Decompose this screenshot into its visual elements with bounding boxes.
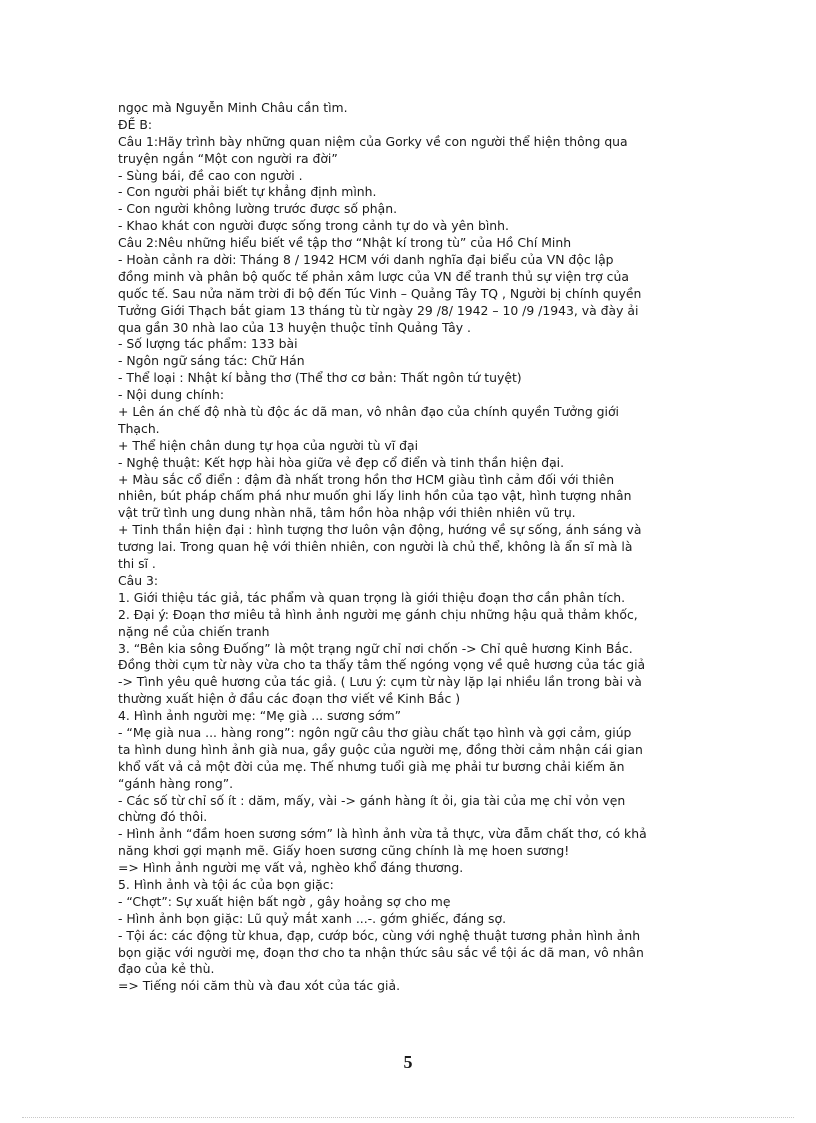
text-line: đồng minh và phân bộ quốc tế phản xâm lược của VN để tranh thủ sự viện trợ của xyxy=(118,268,629,284)
text-line: - Nghệ thuật: Kết hợp hài hòa giữa vẻ đẹp cổ điển và tinh thần hiện đại. xyxy=(118,454,565,470)
text-line: - Hoàn cảnh ra dời: Tháng 8 / 1942 HCM với danh nghĩa đại biểu của VN độc lập xyxy=(118,252,614,268)
text-line: - Số lượng tác phẩm: 133 bài xyxy=(118,336,298,352)
text-line: => Tiếng nói căm thù và đau xót của tác giả. xyxy=(118,978,401,994)
text-line: - Thể loại : Nhật kí bằng thơ (Thể thơ cơ bản: Thất ngôn tứ tuyệt) xyxy=(118,370,522,386)
text-line: 4. Hình ảnh người mẹ: “Mẹ già ... sương sớm” xyxy=(118,708,402,724)
text-line: chừng đó thôi. xyxy=(118,809,208,825)
text-line: vật trữ tình ung dung nhàn nhã, tâm hồn hòa nhập với thiên nhiên vũ trụ. xyxy=(118,505,576,521)
text-line: + Lên án chế độ nhà tù độc ác dã man, vô nhân đạo của chính quyền Tưởng giới xyxy=(118,404,619,420)
text-line: Câu 2:Nêu những hiểu biết về tập thơ “Nhật kí trong tù” của Hồ Chí Minh xyxy=(118,235,572,251)
text-line: - Nội dung chính: xyxy=(118,387,225,403)
text-line: - Các số từ chỉ số ít : dăm, mấy, vài -> gánh hàng ít ỏi, gia tài của mẹ chỉ vỏn vẹn xyxy=(118,792,626,808)
text-line: - Ngôn ngữ sáng tác: Chữ Hán xyxy=(118,353,305,369)
page-bottom-divider xyxy=(22,1117,794,1118)
text-line: Câu 1:Hãy trình bày những quan niệm của Gorky về con người thể hiện thông qua xyxy=(118,133,628,149)
text-line: 1. Giới thiệu tác giả, tác phẩm và quan trọng là giới thiệu đoạn thơ cần phân tích. xyxy=(118,589,626,605)
text-line: - Hình ảnh “đầm hoen sương sớm” là hình ảnh vừa tả thực, vừa đẫm chất thơ, có khả xyxy=(118,826,647,842)
text-line: - Tội ác: các động từ khua, đạp, cướp bóc, cùng với nghệ thuật tương phản hình ảnh xyxy=(118,927,641,943)
text-line: thường xuất hiện ở đầu các đoạn thơ viết về Kinh Bắc ) xyxy=(118,691,461,707)
text-line: ngọc mà Nguyễn Minh Châu cần tìm. xyxy=(118,100,348,115)
text-line: tương lai. Trong quan hệ với thiên nhiên, con người là chủ thể, không là ẩn sĩ mà là xyxy=(118,539,633,555)
text-line: + Thể hiện chân dung tự họa của người tù vĩ đại xyxy=(118,437,419,453)
text-line: - Sùng bái, đề cao con người . xyxy=(118,167,303,183)
text-line: => Hình ảnh người mẹ vất vả, nghèo khổ đáng thương. xyxy=(118,860,464,876)
text-line: - “Chợt”: Sự xuất hiện bất ngờ , gây hoảng sợ cho mẹ xyxy=(118,893,451,909)
text-line: - Con người không lường trước được số phận. xyxy=(118,201,398,217)
text-line: + Tinh thần hiện đại : hình tượng thơ luôn vận động, hướng về sự sống, ánh sáng và xyxy=(118,522,642,538)
text-line: Thạch. xyxy=(118,420,160,436)
text-line: 2. Đại ý: Đoạn thơ miêu tả hình ảnh người mẹ gánh chịu những hậu quả thảm khốc, xyxy=(118,606,638,622)
text-line: Tưởng Giới Thạch bắt giam 13 tháng tù từ ngày 29 /8/ 1942 – 10 /9 /1943, và đày ải xyxy=(118,302,639,318)
text-line: ta hình dung hình ảnh già nua, gầy guộc của người mẹ, đồng thời cảm nhận cái gian xyxy=(118,741,643,757)
text-line: - “Mẹ già nua ... hàng rong”: ngôn ngữ câu thơ giàu chất tạo hình và gợi cảm, giúp xyxy=(118,724,632,740)
text-line: 3. “Bên kia sông Đuống” là một trạng ngữ chỉ nơi chốn -> Chỉ quê hương Kinh Bắc. xyxy=(118,640,633,656)
text-line: - Khao khát con người được sống trong cảnh tự do và yên bình. xyxy=(118,218,509,234)
text-line: qua gần 30 nhà lao của 13 huyện thuộc tỉnh Quảng Tây . xyxy=(118,319,471,335)
text-line: truyện ngắn “Một con người ra đời” xyxy=(118,150,338,166)
text-line: “gánh hàng rong”. xyxy=(118,775,234,791)
text-line: Đồng thời cụm từ này vừa cho ta thấy tâm thế ngóng vọng về quê hương của tác giả xyxy=(118,657,646,673)
text-line: quốc tế. Sau nửa năm trời đi bộ đến Túc Vinh – Quảng Tây TQ , Người bị chính quyền xyxy=(118,285,642,301)
text-line: năng khơi gợi mạnh mẽ. Giấy hoen sương cũng chính là mẹ hoen sương! xyxy=(118,843,570,859)
text-line: + Màu sắc cổ điển : đậm đà nhất trong hồn thơ HCM giàu tình cảm đối với thiên xyxy=(118,471,615,487)
text-line: - Con người phải biết tự khẳng định mình. xyxy=(118,184,377,200)
page-number: 5 xyxy=(403,1052,413,1072)
document-body xyxy=(118,100,718,995)
text-line: Câu 3: xyxy=(118,572,159,588)
text-line: khổ vất vả cả một đời của mẹ. Thế nhưng tuổi già mẹ phải tư bương chải kiếm ăn xyxy=(118,758,625,774)
text-line: bọn giặc với người mẹ, đoạn thơ cho ta nhận thức sâu sắc về tội ác dã man, vô nhân xyxy=(118,944,644,960)
text-line: 5. Hình ảnh và tội ác của bọn giặc: xyxy=(118,876,334,892)
text-line: ĐỀ B: xyxy=(118,116,153,132)
text-line: - Hình ảnh bọn giặc: Lũ quỷ mắt xanh ...-. gớm ghiếc, đáng sợ. xyxy=(118,910,507,926)
text-line: nặng nề của chiến tranh xyxy=(118,623,270,639)
text-line: đạo của kẻ thù. xyxy=(118,961,215,977)
text-line: thi sĩ . xyxy=(118,556,156,572)
text-line: nhiên, bút pháp chấm phá như muốn ghi lấy linh hồn của tạo vật, hình tượng nhân xyxy=(118,488,632,504)
text-line: -> Tình yêu quê hương của tác giả. ( Lưu ý: cụm từ này lặp lại nhiều lần trong bài và xyxy=(118,674,642,690)
